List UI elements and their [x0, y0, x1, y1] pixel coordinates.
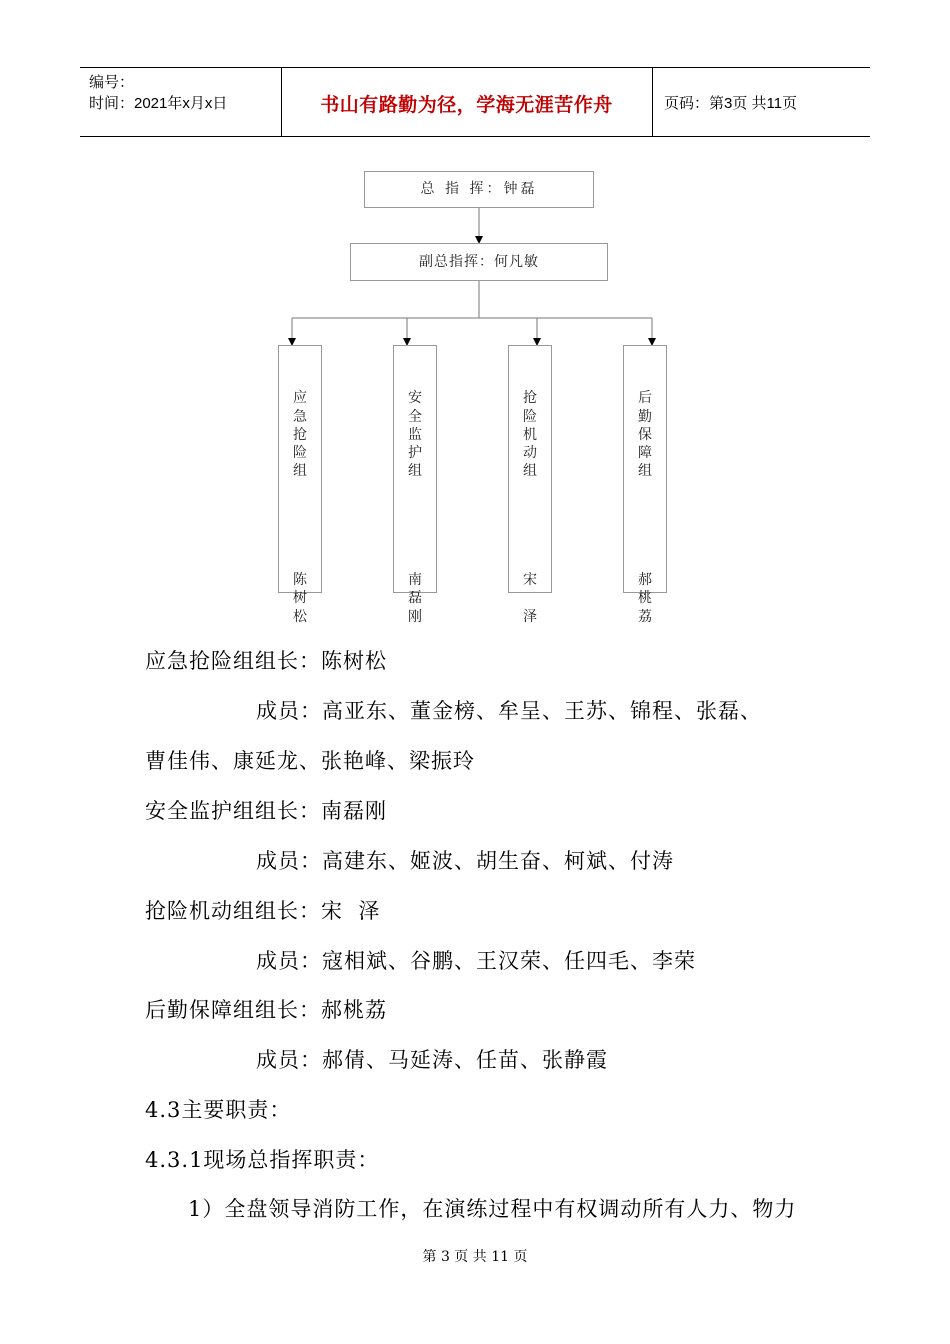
group-leader: 陈 树 松	[293, 572, 307, 625]
paragraph-line: 1）全盘领导消防工作，在演练过程中有权调动所有人力、物力	[188, 1197, 797, 1221]
paragraph-line: 成员：寇相斌、谷鹏、王汉荣、任四毛、李荣	[256, 949, 696, 973]
group-leader: 南 磊 刚	[408, 572, 422, 625]
header-page-number: 页码：第3页 共11页	[664, 95, 798, 112]
header-motto: 书山有路勤为径，学海无涯苦作舟	[320, 95, 613, 116]
org-box-deputy: 副总指挥：何凡敏	[350, 243, 608, 281]
org-chart-connectors	[0, 0, 950, 600]
paragraph-line: 应急抢险组组长：陈树松	[145, 649, 387, 673]
org-box-commander: 总 指 挥：钟磊	[364, 171, 594, 208]
org-box-group	[393, 345, 437, 625]
org-box-group	[278, 345, 322, 625]
org-box-group	[508, 345, 552, 625]
paragraph-line: 抢险机动组组长：宋 泽	[145, 899, 381, 923]
paragraph-line: 安全监护组组长：南磊刚	[145, 799, 387, 823]
group-name: 后 勤 保 障 组	[638, 390, 652, 480]
org-box-group	[623, 345, 667, 625]
paragraph-line: 成员：郝倩、马延涛、任苗、张静霞	[256, 1048, 608, 1072]
group-name: 安 全 监 护 组	[408, 390, 422, 480]
group-leader: 郝 桃 荔	[638, 572, 652, 625]
paragraph-line: 成员：高亚东、董金榜、牟呈、王苏、锦程、张磊、	[256, 699, 762, 723]
serial-label: 编号：	[89, 74, 135, 91]
paragraph-line: 曹佳伟、康延龙、张艳峰、梁振玲	[145, 749, 475, 773]
paragraph-line: 后勤保障组组长：郝桃荔	[145, 998, 387, 1022]
section-heading: 4.3.1现场总指挥职责：	[145, 1148, 380, 1172]
group-name: 抢 险 机 动 组	[523, 390, 537, 480]
paragraph-line: 成员：高建东、姬波、胡生奋、柯斌、付涛	[256, 849, 674, 873]
page-footer: 第 3 页 共 11 页	[422, 1249, 528, 1265]
group-name: 应 急 抢 险 组	[293, 390, 307, 480]
time-label: 时间：2021年x月x日	[89, 95, 228, 112]
section-heading: 4.3主要职责：	[145, 1098, 292, 1122]
group-leader: 宋 泽	[523, 572, 537, 625]
